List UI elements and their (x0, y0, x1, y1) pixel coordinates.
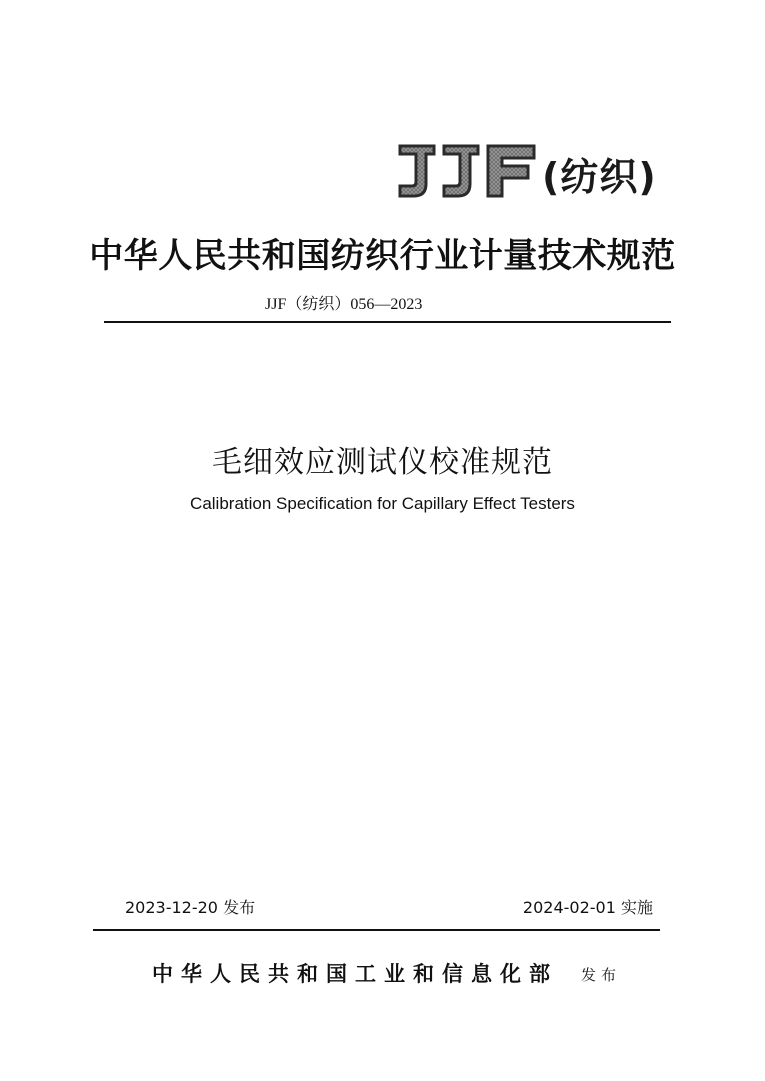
implementation-date: 2024-02-01 实施 (522, 898, 653, 917)
document-title-english: Calibration Specification for Capillary Effect Testers (190, 494, 575, 513)
series-title: 中华人民共和国纺织行业计量技术规范 (89, 236, 676, 276)
jjf-logo (392, 138, 692, 210)
issue-date: 2023-12-20 发布 (125, 898, 256, 917)
publish-label: 发布 (581, 966, 622, 984)
bottom-divider (93, 929, 660, 931)
document-title-chinese: 毛细效应测试仪校准规范 (212, 445, 553, 480)
jjf-logo-graphic (392, 138, 542, 204)
jjf-logo-mark (392, 138, 542, 204)
publisher: 中华人民共和国工业和信息化部 (152, 962, 558, 986)
standard-code: JJF（纺织）056—2023 (265, 296, 423, 313)
top-divider (104, 321, 671, 323)
jjf-logo-suffix: (纺织) (542, 155, 657, 199)
